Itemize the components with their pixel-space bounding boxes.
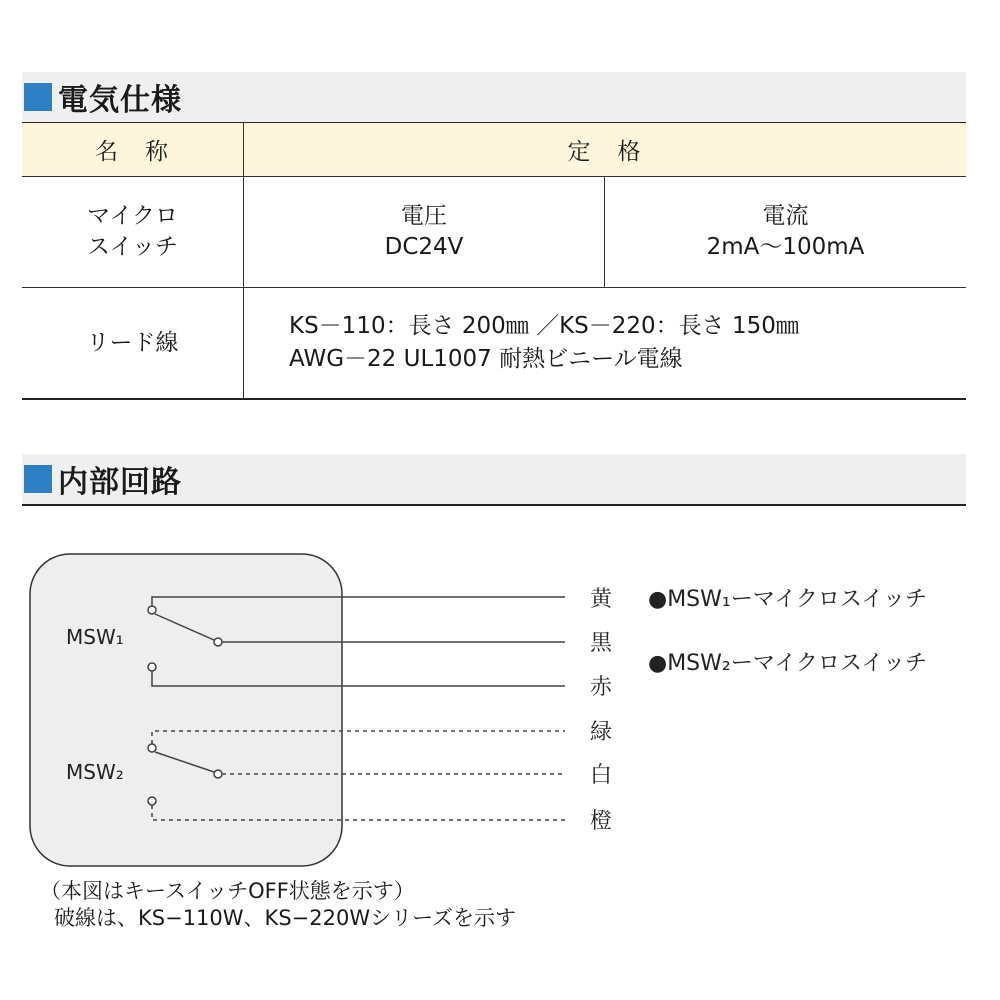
circuit-section-title: 内部回路: [58, 465, 182, 500]
circuit-note-dashed-lines: 破線は、KS−110W、KS−220Wシリーズを示す: [54, 906, 517, 930]
current-value: 2mA～100mA: [706, 234, 865, 260]
msw1-common-terminal: [214, 638, 222, 646]
current-cell: [605, 177, 967, 288]
legend-msw2: ●MSW₂ーマイクロスイッチ: [648, 651, 927, 676]
header-name: 名 称: [22, 123, 244, 177]
circuit-note-off-state: （本図はキースイッチOFF状態を示す）: [40, 879, 415, 903]
lead-name-cell: リード線: [22, 288, 244, 400]
msw2-common-terminal: [214, 770, 222, 778]
table-row-lead: [22, 288, 966, 400]
switch-name-cell: [22, 177, 244, 288]
msw2-label: MSW₂: [66, 760, 124, 784]
wire-label-white: 白: [590, 763, 613, 788]
wire-label-green: 緑: [590, 720, 613, 745]
table-header-row: [22, 123, 966, 177]
current-label: 電流: [762, 203, 809, 229]
wire-label-red: 赤: [590, 675, 613, 700]
lead-spec-cell: [244, 288, 967, 400]
voltage-cell: [244, 177, 605, 288]
circuit-diagram: [0, 540, 1000, 880]
msw2-nc-terminal: [148, 744, 156, 752]
electrical-section-header: [22, 72, 966, 124]
msw1-nc-terminal: [148, 606, 156, 614]
legend-msw1: ●MSW₁ーマイクロスイッチ: [648, 587, 927, 612]
switch-name-line2: スイッチ: [86, 234, 179, 260]
switch-housing-box: [30, 554, 342, 866]
lead-spec-line1: KS－110：長さ 200㎜ ／KS－220：長さ 150㎜: [289, 313, 799, 339]
circuit-section-header: [22, 454, 966, 506]
wire-label-orange: 橙: [590, 809, 613, 834]
header-rating: 定 格: [244, 123, 967, 177]
blue-square-icon: [24, 83, 52, 111]
voltage-label: 電圧: [401, 203, 447, 229]
msw1-no-terminal: [148, 663, 156, 671]
blue-square-icon: [24, 465, 52, 493]
switch-name-line1: マイクロ: [86, 203, 179, 229]
lead-spec-line2: AWG－22 UL1007 耐熱ビニール電線: [289, 346, 683, 372]
msw1-label: MSW₁: [66, 625, 124, 649]
wire-label-black: 黒: [590, 631, 613, 656]
wire-label-yellow: 黄: [590, 587, 613, 612]
electrical-spec-table: [22, 123, 966, 400]
msw2-no-terminal: [148, 797, 156, 805]
table-row-switch: [22, 177, 966, 288]
voltage-value: DC24V: [384, 234, 464, 260]
electrical-section-title: 電気仕様: [58, 83, 182, 118]
